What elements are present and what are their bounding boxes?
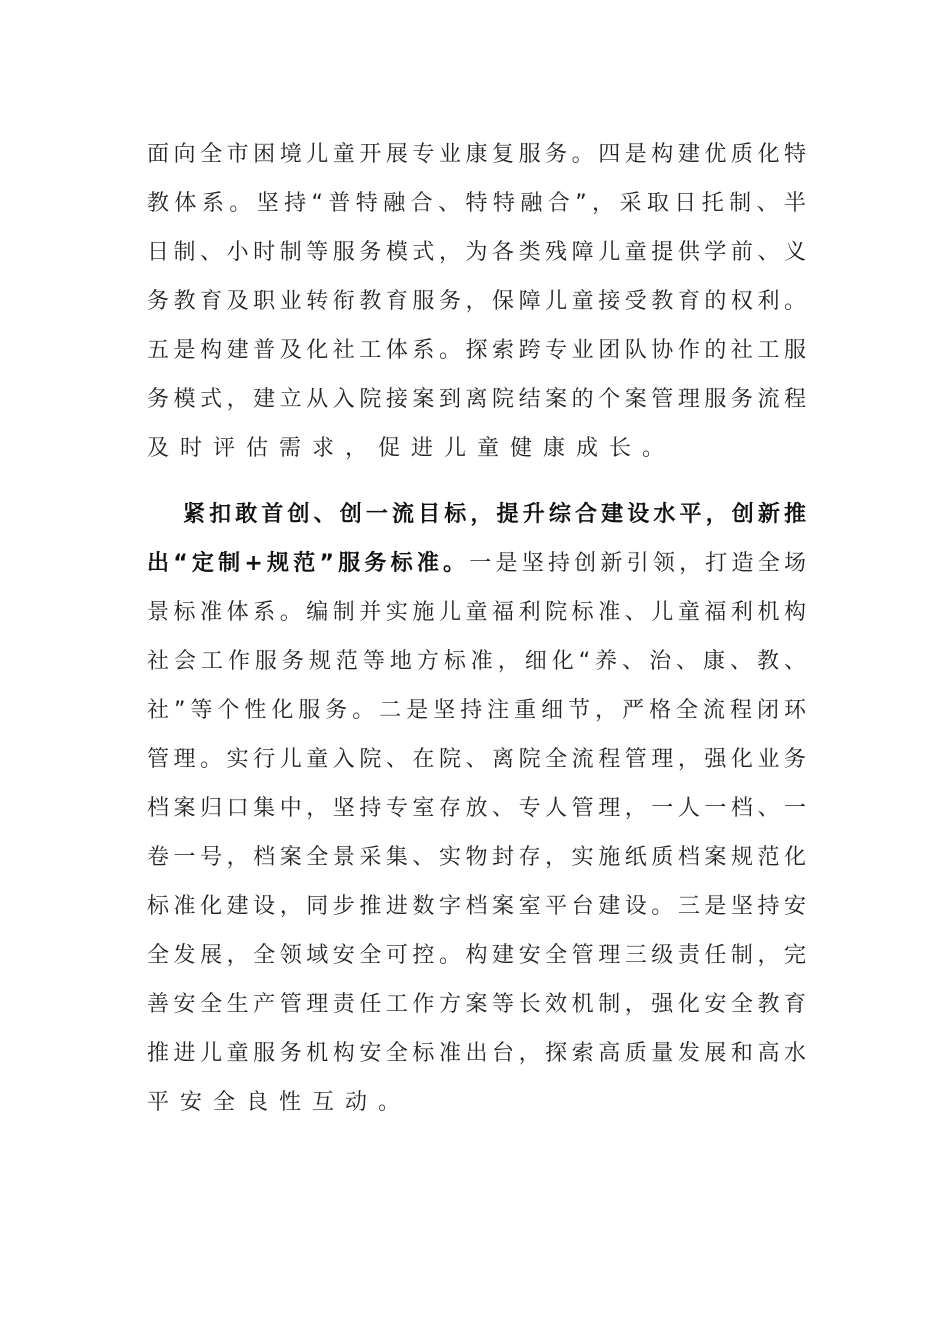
text-line: [147, 588, 807, 637]
body-text: 日制、小时制等服务模式，为各类残障儿童提供学前、义: [147, 240, 807, 265]
text-line: [147, 130, 807, 179]
bold-heading-text: 出“定制+规范”服务标准。: [147, 551, 470, 576]
paragraph-2: [147, 490, 807, 1127]
body-text: 社会工作服务规范等地方标准，细化“养、治、康、教、: [147, 649, 807, 674]
text-line: [147, 179, 807, 228]
body-text: 管理。实行儿童入院、在院、离院全流程管理，强化业务: [147, 747, 807, 772]
text-line: [147, 424, 807, 473]
text-line: [147, 539, 807, 588]
bold-heading-text: 紧扣敢首创、创一流目标，提升综合建设水平，创新推: [183, 502, 807, 527]
body-text: 档案归口集中，坚持专室存放、专人管理，一人一档、一: [147, 796, 807, 821]
body-text: 标准化建设，同步推进数字档案室平台建设。三是坚持安: [147, 894, 807, 919]
body-text: 卷一号，档案全景采集、实物封存，实施纸质档案规范化: [147, 845, 807, 870]
text-line: [147, 735, 807, 784]
text-line: [147, 882, 807, 931]
text-line: [147, 490, 807, 539]
text-line: [147, 833, 807, 882]
text-line: [147, 1078, 807, 1127]
text-line: [147, 1029, 807, 1078]
text-line: [147, 375, 807, 424]
body-text: 五是构建普及化社工体系。探索跨专业团队协作的社工服: [147, 338, 807, 363]
body-text: 面向全市困境儿童开展专业康复服务。四是构建优质化特: [147, 142, 807, 167]
body-text: 全发展，全领域安全可控。构建安全管理三级责任制，完: [147, 943, 807, 968]
body-text: 景标准体系。编制并实施儿童福利院标准、儿童福利机构: [147, 600, 807, 625]
body-text: 善安全生产管理责任工作方案等长效机制，强化安全教育: [147, 992, 807, 1017]
text-line: [147, 686, 807, 735]
text-line: [147, 784, 807, 833]
body-text: 推进儿童服务机构安全标准出台，探索高质量发展和高水: [147, 1041, 807, 1066]
text-line: [147, 326, 807, 375]
text-line: [147, 228, 807, 277]
body-text: 平安全良性互动。: [147, 1090, 412, 1115]
body-text: 社”等个性化服务。二是坚持注重细节，严格全流程闭环: [147, 698, 807, 723]
body-text: 务模式，建立从入院接案到离院结案的个案管理服务流程: [147, 387, 807, 412]
text-line: [147, 637, 807, 686]
text-line: [147, 980, 807, 1029]
body-text: 一是坚持创新引领，打造全场: [469, 551, 807, 576]
body-text: 及时评估需求，促进儿童健康成长。: [147, 436, 676, 461]
text-line: [147, 931, 807, 980]
body-text: 务教育及职业转衔教育服务，保障儿童接受教育的权利。: [147, 289, 807, 314]
paragraph-1: [147, 130, 807, 473]
text-line: [147, 277, 807, 326]
body-text: 教体系。坚持“普特融合、特特融合”，采取日托制、半: [147, 191, 807, 216]
